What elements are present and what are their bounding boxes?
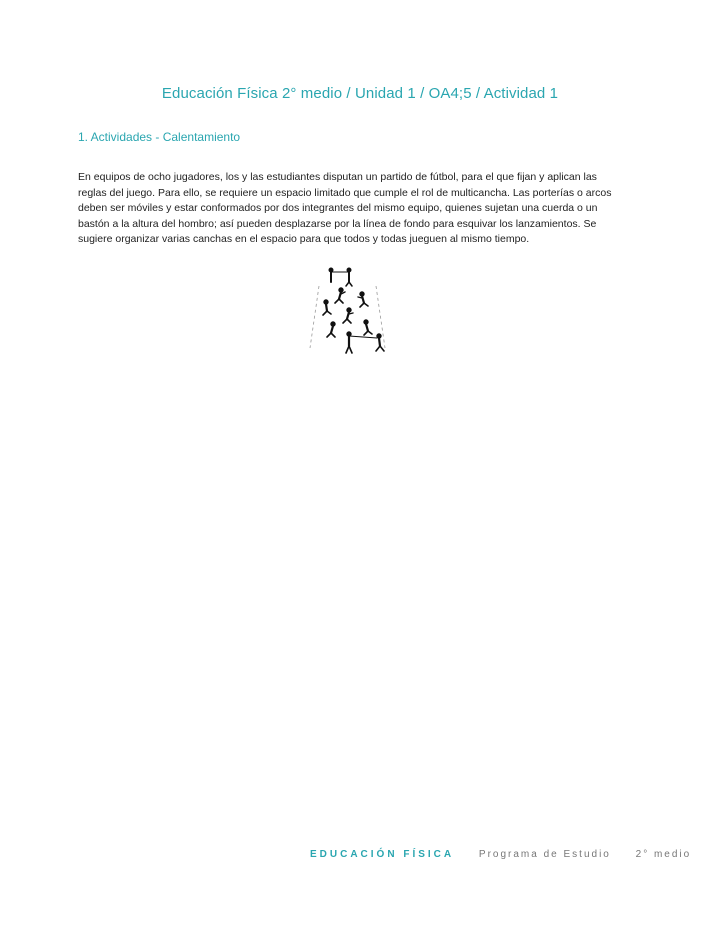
footer-brand: EDUCACIÓN FÍSICA [310, 849, 455, 860]
page-footer [310, 849, 691, 860]
activity-description [78, 170, 618, 248]
section-heading: 1. Actividades - Calentamiento [78, 130, 241, 144]
footer-program: Programa de Estudio [478, 849, 611, 860]
paragraph: En equipos de ocho jugadores, los y las estudiantes disputan un partido de fútbol, para el que fijan y aplican las reglas del juego. Para ello, se requiere un espacio limitado que cumple el rol de multicancha. Las porterías o arcos deben ser móviles y estar conformados por dos integrantes del mismo equipo, quienes sujetan una cuerda o un bastón a la altura del hombro; así pueden desplazarse por la línea de fondo para esquivar los lanzamientos. Se sugiere organizar varias canchas en el espacio para que todos y todas jueguen al mismo tiempo. [78, 171, 612, 245]
page-title: Educación Física 2° medio / Unidad 1 / OA4;5 / Actividad 1 [161, 85, 559, 102]
footer-level: 2° medio [635, 849, 692, 860]
soccer-players-figures-icon [305, 266, 390, 358]
